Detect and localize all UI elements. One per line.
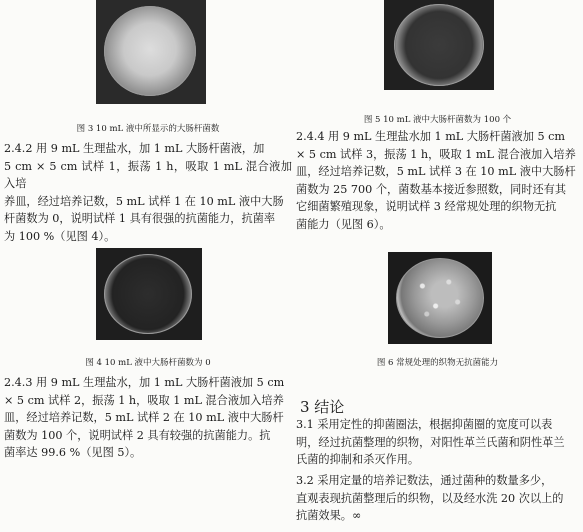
figure-5-photo: [384, 0, 494, 90]
section-2-4-2: [4, 140, 292, 246]
petri-dish: [396, 258, 484, 338]
text-line: × 5 cm 试样 2，振荡 1 h，吸取 1 mL 混合液加入培养: [4, 393, 284, 407]
petri-dish: [104, 254, 192, 334]
text-line: 3.1 采用定性的抑菌圈法，根据抑菌圈的宽度可以表: [296, 418, 553, 431]
figure-5-caption: 图 5 10 mL 液中大肠杆菌数为 100 个: [363, 115, 512, 125]
figure-6-caption: 图 6 常规处理的织物无抗菌能力: [376, 358, 499, 368]
text-line: 2.4.2 用 9 mL 生理盐水，加 1 mL 大肠杆菌液，加: [4, 142, 265, 155]
text-line: 杆菌数为 0，说明试样 1 具有很强的抗菌能力，抗菌率: [4, 212, 276, 226]
section-3-1: [296, 416, 579, 469]
figure-3-photo: [96, 0, 206, 104]
figure-4-caption: 图 4 10 mL 液中大肠杆菌数为 0: [85, 358, 211, 368]
text-line: 菌率达 99.6 %（见图 5）。: [4, 446, 142, 460]
text-line: 它细菌繁殖现象，说明试样 3 经常规处理的织物无抗: [296, 200, 557, 214]
text-line: 5 cm × 5 cm 试样 1，振荡 1 h，吸取 1 mL 混合液加入培: [4, 159, 292, 191]
section-3-heading: 3 结论: [300, 398, 345, 416]
text-line: 为 100 %（见图 4）。: [4, 229, 116, 243]
text-line: 2.4.4 用 9 mL 生理盐水加 1 mL 大肠杆菌液加 5 cm: [296, 130, 566, 143]
section-2-4-3: [4, 374, 292, 462]
text-line: 直观表现抗菌整理后的织物，以及经水洗 20 次以上的: [296, 491, 564, 505]
text-line: 氏菌的抑制和杀灭作用。: [296, 453, 420, 467]
text-line: 抗菌效果。∞: [296, 509, 362, 523]
text-line: × 5 cm 试样 3，振荡 1 h，吸取 1 mL 混合液加入培养: [296, 147, 576, 161]
text-line: 3.2 采用定量的培养记数法，通过菌种的数量多少，: [296, 474, 553, 487]
figure-3-caption: 图 3 10 mL 液中所显示的大肠杆菌数: [76, 124, 220, 134]
petri-dish: [394, 4, 484, 86]
text-line: 皿，经过培养记数，5 mL 试样 2 在 10 mL 液中大肠杆: [4, 411, 284, 425]
text-line: 菌数为 25 700 个，菌数基本接近参照数，同时还有其: [296, 182, 567, 196]
text-line: 菌数为 100 个，说明试样 2 具有较强的抗菌能力。抗: [4, 428, 271, 442]
text-line: 皿，经过培养记数，5 mL 试样 3 在 10 mL 液中大肠杆: [296, 165, 576, 179]
text-line: 明，经过抗菌整理的织物，对阳性革兰氏菌和阴性革兰: [296, 435, 565, 449]
section-3-2: [296, 472, 579, 525]
text-line: 菌能力（见图 6）。: [296, 217, 391, 231]
petri-dish: [104, 6, 196, 96]
text-line: 养皿，经过培养记数，5 mL 试样 1 在 10 mL 液中大肠: [4, 194, 284, 208]
section-2-4-4: [296, 128, 579, 234]
figure-6-photo: [388, 252, 492, 344]
text-line: 2.4.3 用 9 mL 生理盐水，加 1 mL 大肠杆菌液加 5 cm: [4, 376, 285, 389]
figure-4-photo: [96, 248, 202, 340]
